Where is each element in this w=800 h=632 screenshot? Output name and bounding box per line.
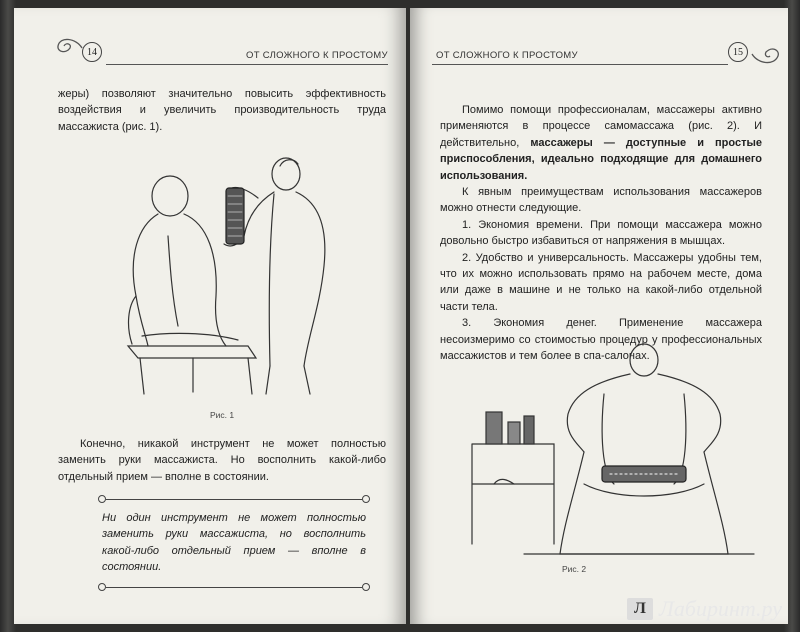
paragraph: жеры) позволяют значительно повысить эффективность воздействия и увеличить производительность труда массажиста (рис. 1). [58, 88, 386, 133]
watermark-text: Лабиринт.ру [658, 596, 782, 621]
pull-quote [98, 494, 370, 592]
header-rule [106, 64, 388, 65]
quote-text: Ни один инструмент не может полностью заменить руки массажиста, но восполнить какой-либо отдельный прием — вполне в состоянии. [102, 512, 366, 574]
running-head: ОТ СЛОЖНОГО К ПРОСТОМУ [436, 50, 578, 61]
right-text-block [440, 102, 762, 365]
paragraph: Конечно, никакой инструмент не может полностью заменить руки массажиста. Но восполнить какой-либо отдельный прием — вполне в состоянии. [58, 438, 386, 483]
paragraph: К явным преимуществам использования массажеров можно отнести следующие. [440, 186, 762, 215]
figure-caption: Рис. 1 [210, 410, 235, 420]
quote-bottom-rule [98, 582, 370, 592]
left-page [14, 8, 406, 624]
quote-top-rule [98, 494, 370, 504]
figure-caption: Рис. 2 [562, 564, 587, 574]
paragraph: Помимо помощи профессионалам, массажеры активно применяются в процессе самомассажа (рис. 2). И действительно, массажеры — доступные и простые приспособления, идеально подходящие для домашнего использования. [440, 104, 762, 182]
figure-2-self-massage-illustration [464, 334, 764, 564]
ornament-swirl-icon [748, 44, 782, 68]
page-number: 14 [82, 42, 102, 62]
watermark [627, 596, 782, 622]
list-item: 2. Удобство и универсальность. Массажеры удобны тем, что их можно использовать прямо на рабочем месте, дома или даже в машине и не только на какой-либо отдельной части тела. [440, 251, 762, 313]
list-item: 1. Экономия времени. При помощи массажера можно довольно быстро избавиться от напряжения в мышцах. [440, 218, 762, 248]
labirint-logo-icon: Л [627, 598, 653, 620]
left-text-block-2 [58, 436, 386, 485]
running-head: ОТ СЛОЖНОГО К ПРОСТОМУ [246, 50, 388, 61]
ornament-swirl-icon [54, 34, 86, 58]
header-rule [432, 64, 728, 65]
left-text-block [58, 86, 386, 135]
right-page [410, 8, 788, 624]
list-item: 3. Экономия денег. Применение массажера несоизмеримо со стоимостью процедур у профессиональных массажистов и тем более в спа-салонах. [440, 317, 762, 363]
page-number: 15 [728, 42, 748, 62]
figure-1-massage-illustration [98, 136, 348, 396]
